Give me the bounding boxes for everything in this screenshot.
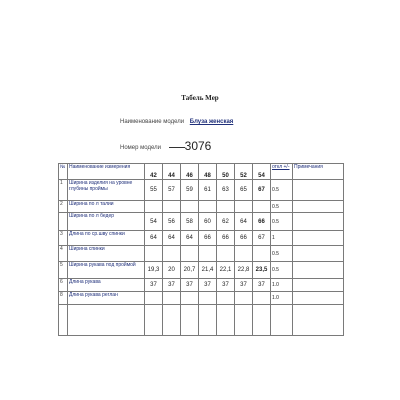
table-row <box>59 180 344 201</box>
row-value: 58 <box>181 213 199 231</box>
row-value: 37 <box>217 279 235 292</box>
row-value: 37 <box>145 279 163 292</box>
row-value <box>181 292 199 305</box>
header-size-52: 52 <box>235 164 253 180</box>
row-value: 54 <box>145 213 163 231</box>
header-size-42: 42 <box>145 164 163 180</box>
row-value: 62 <box>217 213 235 231</box>
model-name-row <box>120 119 233 125</box>
table-row <box>59 292 344 305</box>
model-number-underline <box>169 147 185 148</box>
row-tolerance: 1.0 <box>271 292 293 305</box>
row-value: 63 <box>217 180 235 201</box>
row-number: 8 <box>59 292 68 305</box>
row-tolerance: 0.5 <box>271 201 293 213</box>
row-value <box>253 292 271 305</box>
table-row <box>59 213 344 231</box>
row-value <box>199 201 217 213</box>
row-value <box>199 292 217 305</box>
row-value: 67 <box>253 231 271 246</box>
row-value: 60 <box>199 213 217 231</box>
table-header-row <box>59 164 344 180</box>
header-measurement: Наименование измерения <box>68 164 145 180</box>
row-notes <box>293 279 344 292</box>
row-value <box>235 305 253 336</box>
row-value: 56 <box>163 213 181 231</box>
row-value <box>235 246 253 262</box>
row-value: 66 <box>235 231 253 246</box>
row-value <box>199 246 217 262</box>
table-row <box>59 279 344 292</box>
row-measurement-name: Длина рукава реглан <box>68 292 145 305</box>
model-name-value: Блуза женская <box>189 119 234 125</box>
row-notes <box>293 262 344 279</box>
row-value: 64 <box>163 231 181 246</box>
model-name-label: Наименование модели <box>120 119 185 125</box>
row-measurement-name: Длина рукава <box>68 279 145 292</box>
row-value <box>253 201 271 213</box>
row-value <box>145 292 163 305</box>
row-tolerance: 0.5 <box>271 262 293 279</box>
row-value <box>163 292 181 305</box>
row-value: 64 <box>235 213 253 231</box>
row-notes <box>293 201 344 213</box>
table-row <box>59 246 344 262</box>
table-row <box>59 262 344 279</box>
row-value: 37 <box>199 279 217 292</box>
row-measurement-name: Ширина по л талии <box>68 201 145 213</box>
row-value <box>253 305 271 336</box>
table-row <box>59 231 344 246</box>
row-value <box>217 246 235 262</box>
row-value: 37 <box>163 279 181 292</box>
row-value: 64 <box>181 231 199 246</box>
row-value: 22,1 <box>217 262 235 279</box>
row-value: 23,5 <box>253 262 271 279</box>
header-size-48: 48 <box>199 164 217 180</box>
row-number: 1 <box>59 180 68 201</box>
row-number: 2 <box>59 201 68 213</box>
header-size-50: 50 <box>217 164 235 180</box>
row-number: 6 <box>59 279 68 292</box>
row-measurement-name: Ширина спинки <box>68 246 145 262</box>
row-number <box>59 305 68 336</box>
row-notes <box>293 305 344 336</box>
header-tolerance: откл +/- <box>271 164 293 180</box>
row-value <box>181 305 199 336</box>
model-number-label: Номер модели <box>120 145 161 151</box>
row-value <box>145 201 163 213</box>
row-number <box>59 213 68 231</box>
measurement-table <box>58 163 344 336</box>
model-number-value: 3076 <box>184 139 212 153</box>
header-size-44: 44 <box>163 164 181 180</box>
row-value: 21,4 <box>199 262 217 279</box>
row-value: 67 <box>253 180 271 201</box>
row-value <box>199 305 217 336</box>
row-value <box>163 305 181 336</box>
row-value <box>253 246 271 262</box>
row-value: 20 <box>163 262 181 279</box>
row-value: 66 <box>199 231 217 246</box>
row-notes <box>293 180 344 201</box>
row-measurement-name: Ширина изделия на уровне глубины проймы <box>68 180 145 201</box>
row-value: 22,8 <box>235 262 253 279</box>
header-no: № <box>59 164 68 180</box>
row-value: 20,7 <box>181 262 199 279</box>
row-value <box>217 305 235 336</box>
row-notes <box>293 213 344 231</box>
row-value: 19,3 <box>145 262 163 279</box>
row-value <box>235 201 253 213</box>
row-value <box>145 246 163 262</box>
row-value <box>145 305 163 336</box>
row-tolerance <box>271 305 293 336</box>
row-value <box>163 201 181 213</box>
document-title: Табель Мер <box>181 94 219 102</box>
row-number: 4 <box>59 246 68 262</box>
row-value <box>217 292 235 305</box>
row-measurement-name: Длина по ср.шву спинки <box>68 231 145 246</box>
row-measurement-name: Ширина по л бедер <box>68 213 145 231</box>
row-value: 59 <box>181 180 199 201</box>
header-size-46: 46 <box>181 164 199 180</box>
row-value: 61 <box>199 180 217 201</box>
row-tolerance: 1.0 <box>271 279 293 292</box>
row-value: 66 <box>217 231 235 246</box>
row-value: 37 <box>235 279 253 292</box>
row-value: 57 <box>163 180 181 201</box>
row-value <box>181 246 199 262</box>
header-size-54: 54 <box>253 164 271 180</box>
row-value <box>163 246 181 262</box>
row-value: 64 <box>145 231 163 246</box>
row-measurement-name: Ширина рукава под проймой <box>68 262 145 279</box>
row-value: 66 <box>253 213 271 231</box>
table-row <box>59 201 344 213</box>
row-value <box>217 201 235 213</box>
row-notes <box>293 231 344 246</box>
model-number-row <box>120 139 211 153</box>
row-tolerance: 0.5 <box>271 246 293 262</box>
row-notes <box>293 292 344 305</box>
row-number: 3 <box>59 231 68 246</box>
row-number: 5 <box>59 262 68 279</box>
table-row <box>59 305 344 336</box>
row-measurement-name <box>68 305 145 336</box>
header-notes: Примечания <box>293 164 344 180</box>
row-tolerance: 0.5 <box>271 180 293 201</box>
row-tolerance: 1 <box>271 231 293 246</box>
row-tolerance: 0.5 <box>271 213 293 231</box>
row-value: 65 <box>235 180 253 201</box>
row-value <box>235 292 253 305</box>
row-value: 37 <box>253 279 271 292</box>
row-value: 37 <box>181 279 199 292</box>
row-value: 55 <box>145 180 163 201</box>
row-notes <box>293 246 344 262</box>
row-value <box>181 201 199 213</box>
